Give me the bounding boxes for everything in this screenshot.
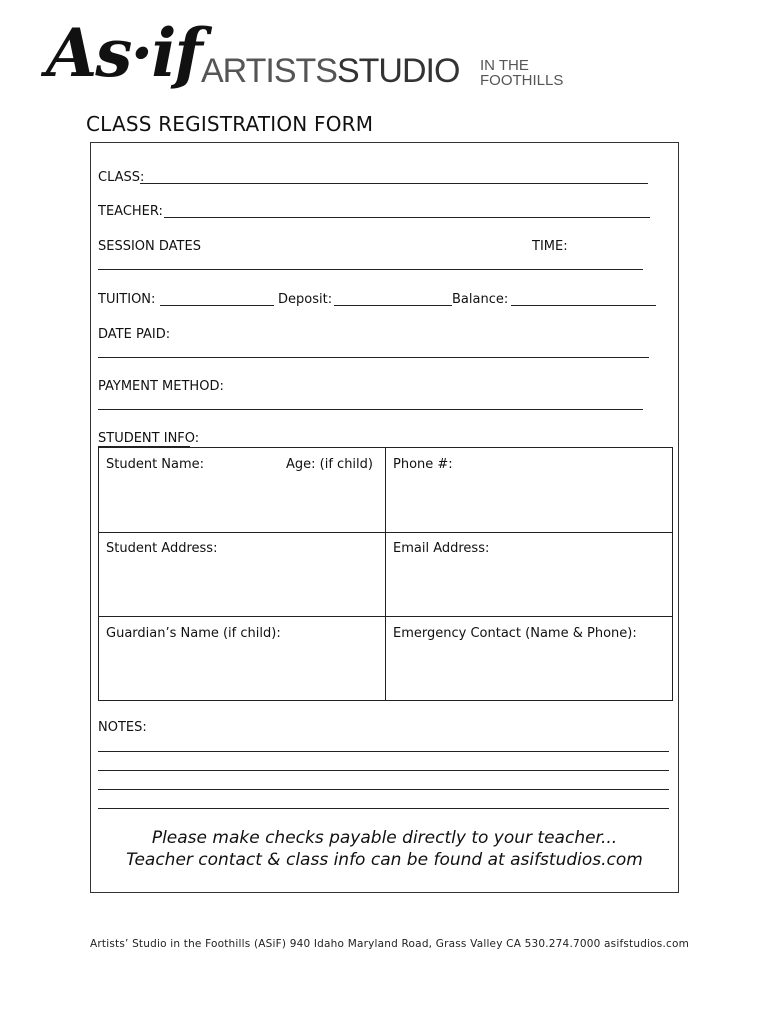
session-dates-field[interactable] (98, 269, 643, 270)
logo-tagline (480, 58, 563, 88)
payment-method-field[interactable] (98, 409, 643, 410)
table-divider-row1 (99, 532, 672, 533)
student-info-label: STUDENT INFO: (98, 431, 200, 446)
table-divider-vertical (385, 448, 386, 700)
date-paid-field[interactable] (98, 357, 649, 358)
footer-address: Artists’ Studio in the Foothills (ASiF) 940 Idaho Maryland Road, Grass Valley CA 530.274.7000 asifstudios.com (90, 938, 690, 950)
session-dates-label: SESSION DATES (98, 239, 201, 254)
emergency-contact-cell[interactable]: Emergency Contact (Name & Phone): (393, 626, 637, 641)
guardian-name-cell[interactable]: Guardian’s Name (if child): (106, 626, 281, 641)
logo-name-light: ARTISTS (201, 52, 337, 90)
logo-tag-line1: IN THE (480, 57, 529, 74)
date-paid-label: DATE PAID: (98, 327, 171, 342)
notes-line-2[interactable] (98, 770, 669, 771)
notes-line-4[interactable] (98, 808, 669, 809)
logo-mark: As·if (46, 14, 201, 92)
deposit-label: Deposit: (278, 292, 333, 307)
student-address-cell[interactable]: Student Address: (106, 541, 218, 556)
student-info-table (98, 447, 673, 701)
notice-line-2: Teacher contact & class info can be found at asifstudios.com (126, 850, 643, 870)
logo-tag-line2: FOOTHILLS (480, 72, 564, 89)
tuition-field[interactable] (160, 305, 274, 306)
studio-logo (46, 14, 564, 94)
table-divider-row2 (99, 616, 672, 617)
notes-line-3[interactable] (98, 789, 669, 790)
phone-cell[interactable]: Phone #: (393, 457, 453, 472)
email-address-cell[interactable]: Email Address: (393, 541, 490, 556)
logo-wordmark (201, 52, 459, 90)
balance-field[interactable] (511, 305, 656, 306)
class-field[interactable] (140, 183, 648, 184)
notes-line-1[interactable] (98, 751, 669, 752)
form-title: CLASS REGISTRATION FORM (86, 112, 374, 136)
class-label: CLASS: (98, 170, 145, 185)
time-label: TIME: (532, 239, 568, 254)
deposit-field[interactable] (334, 305, 452, 306)
payment-method-label: PAYMENT METHOD: (98, 379, 224, 394)
logo-name-bold: STUDIO (336, 52, 460, 90)
notes-label: NOTES: (98, 720, 147, 735)
teacher-label: TEACHER: (98, 204, 163, 219)
tuition-label: TUITION: (98, 292, 156, 307)
balance-label: Balance: (452, 292, 509, 307)
teacher-field[interactable] (164, 217, 650, 218)
notice-line-1: Please make checks payable directly to your teacher... (151, 828, 618, 848)
student-name-cell[interactable]: Student Name: (106, 457, 205, 472)
age-cell[interactable]: Age: (if child) (286, 457, 373, 472)
